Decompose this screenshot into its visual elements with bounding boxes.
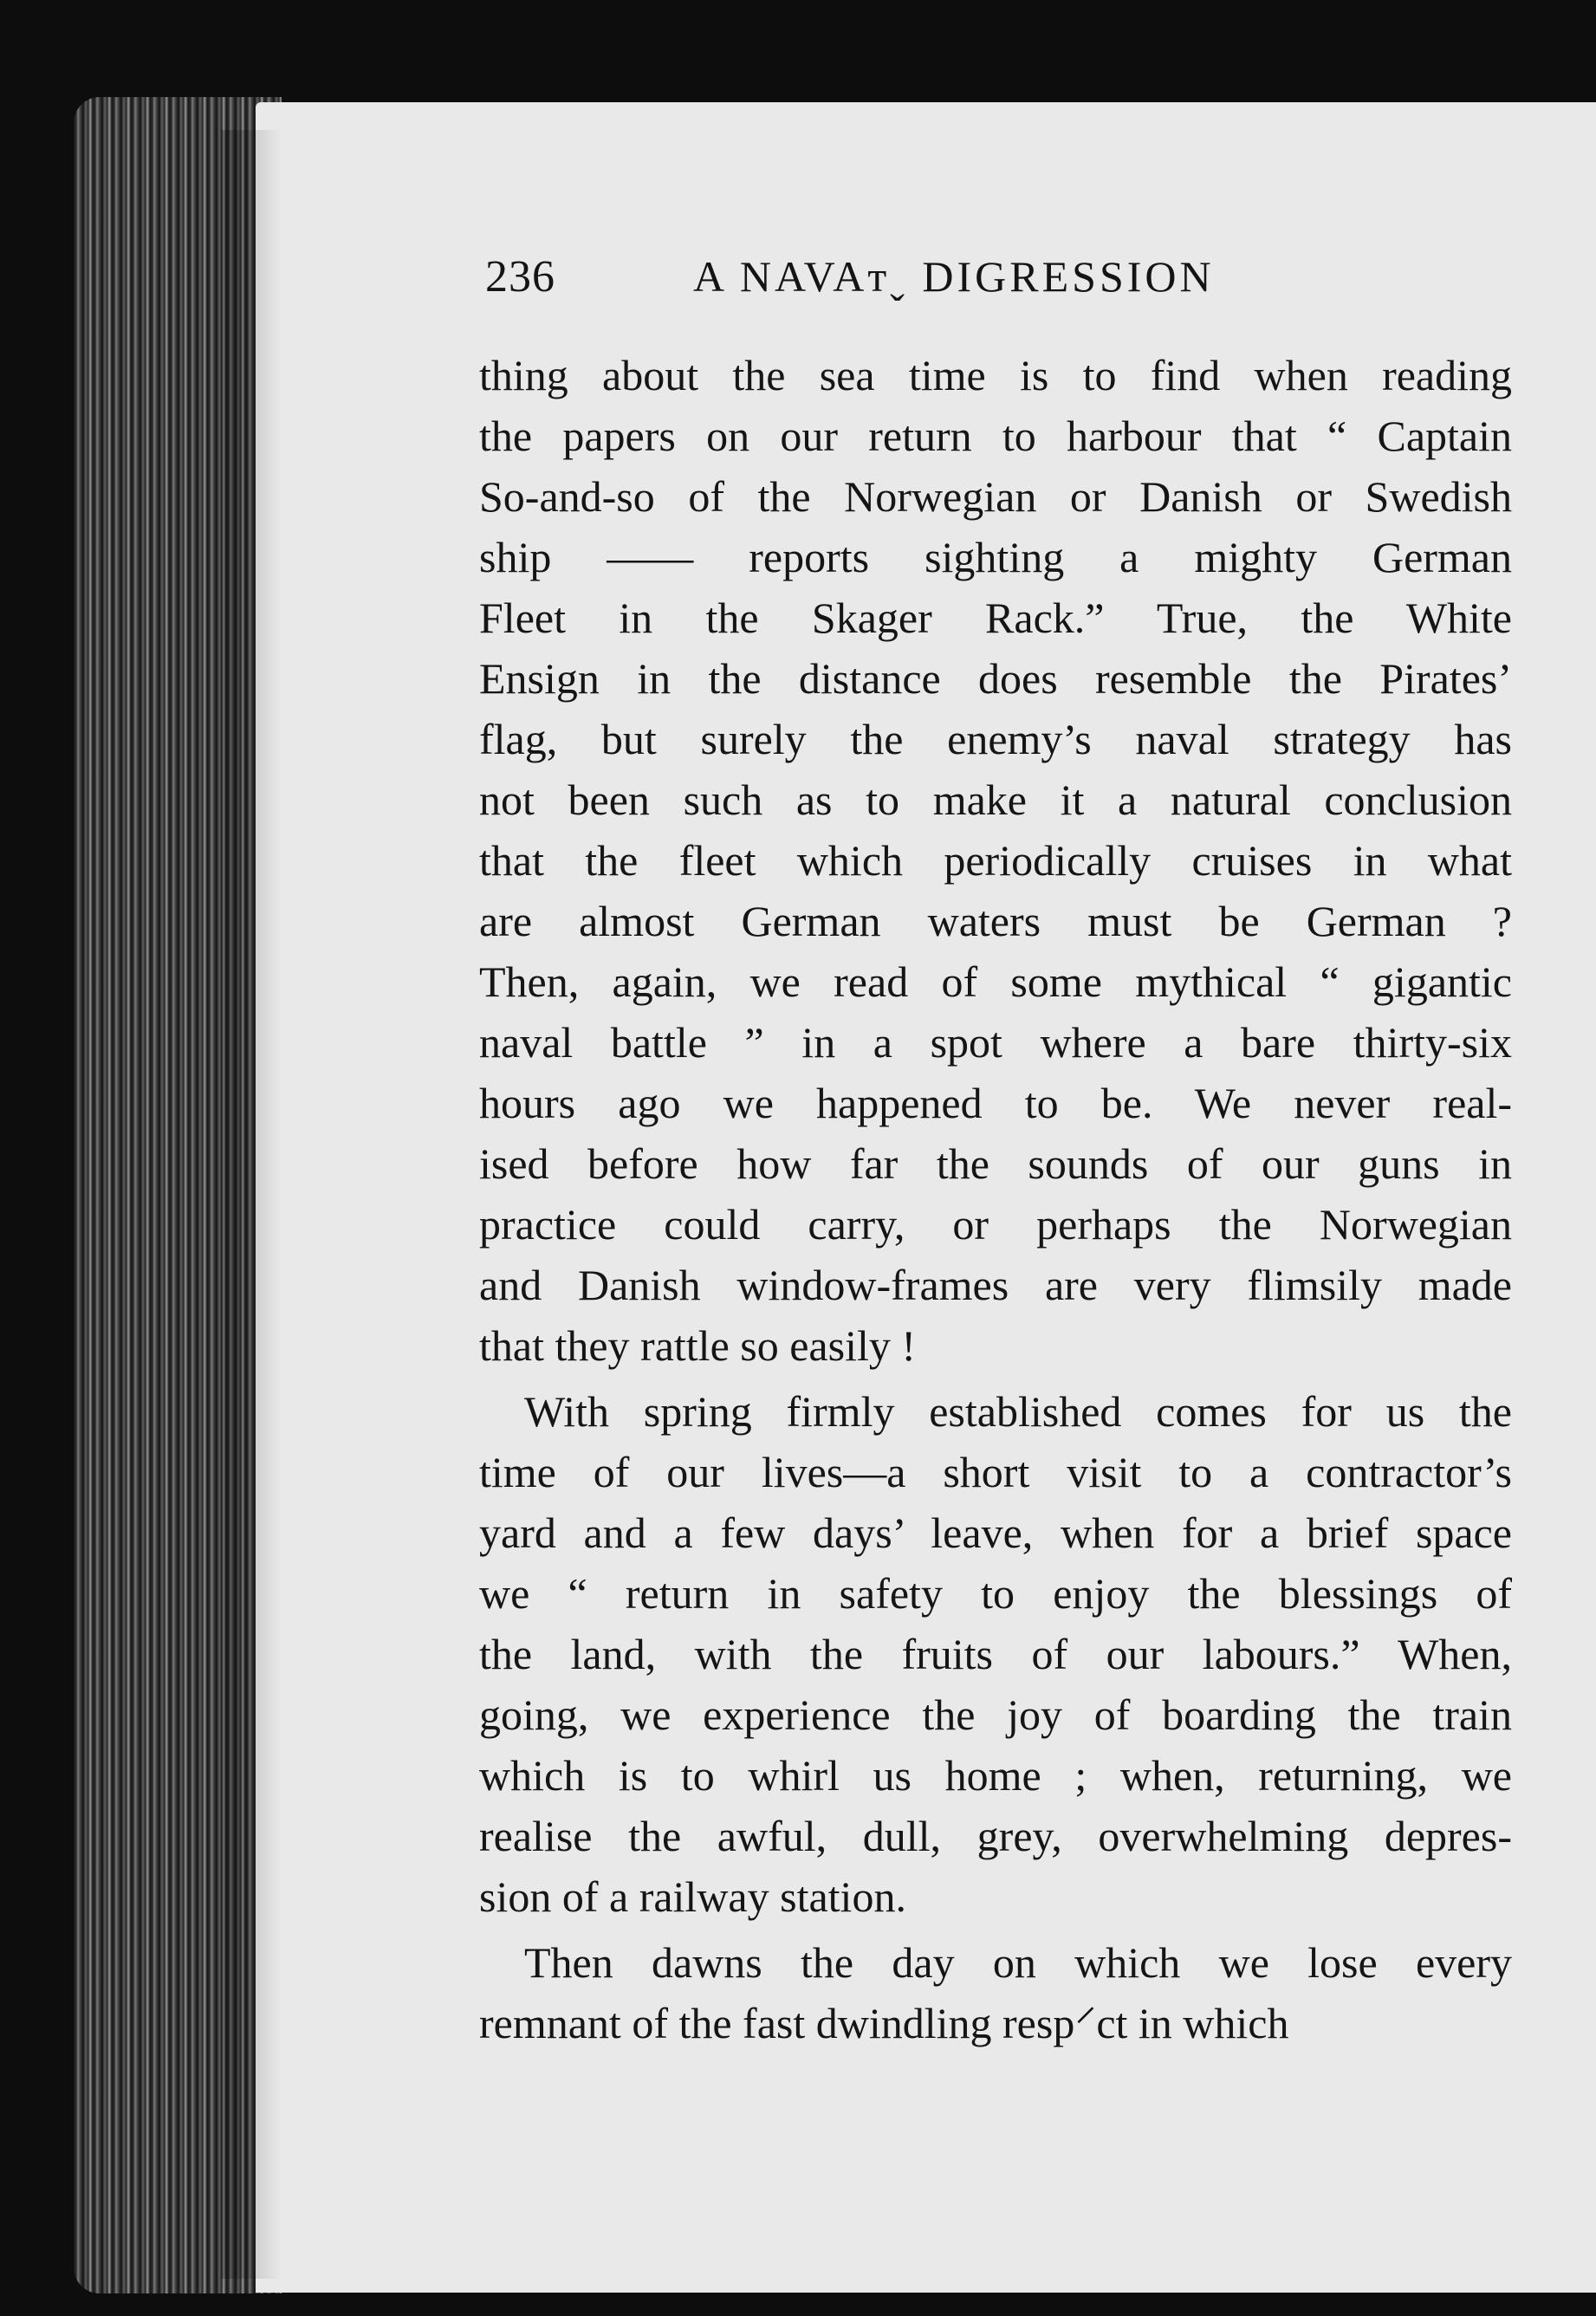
text-line: are almost German waters must be German ?: [479, 897, 1512, 945]
text-line: which is to whirl us home ; when, returning, we: [479, 1751, 1512, 1800]
text-line: we “ return in safety to enjoy the blessings of: [479, 1569, 1512, 1618]
body-text: [479, 345, 1512, 2053]
text-line: yard and a few days’ leave, when for a brief space: [479, 1508, 1512, 1557]
text-line: thing about the sea time is to find when reading: [479, 351, 1512, 399]
paragraph: [479, 345, 1512, 1376]
paragraph: [479, 1932, 1512, 2053]
chapter-title: A NAVAᴛˬ DIGRESSION: [693, 252, 1215, 301]
text-line: Then, again, we read of some mythical “ gigantic: [479, 957, 1512, 1006]
paragraph: [479, 1381, 1512, 1927]
page-number: 236: [485, 252, 555, 302]
text-line: ised before how far the sounds of our guns in: [479, 1139, 1512, 1188]
text-line: practice could carry, or perhaps the Norwegian: [479, 1200, 1512, 1249]
text-line: sion of a railway station.: [479, 1872, 906, 1921]
text-line: that the fleet which periodically cruises in what: [479, 836, 1512, 885]
text-line: Fleet in the Skager Rack.” True, the White: [479, 594, 1512, 642]
text-line: Ensign in the distance does resemble the Pirates’: [479, 654, 1512, 703]
running-head: [485, 251, 1352, 312]
text-line: not been such as to make it a natural conclusion: [479, 775, 1512, 824]
text-line: going, we experience the joy of boarding the train: [479, 1690, 1512, 1739]
text-line: and Danish window-frames are very flimsily made: [479, 1261, 1512, 1309]
text-line: realise the awful, dull, grey, overwhelming depres-: [479, 1812, 1512, 1860]
text-line: remnant of the fast dwindling resp⸍ct in which: [479, 1999, 1289, 2047]
text-line: time of our lives—a short visit to a contractor’s: [479, 1448, 1512, 1496]
page-gutter-shadow: [221, 130, 282, 2279]
text-line: flag, but surely the enemy’s naval strategy has: [479, 715, 1512, 763]
text-line: So-and-so of the Norwegian or Danish or Swedish: [479, 472, 1512, 521]
text-line: hours ago we happened to be. We never real-: [479, 1079, 1512, 1127]
text-line: the land, with the fruits of our labours.” When,: [479, 1630, 1512, 1678]
text-line: the papers on our return to harbour that “ Captain: [479, 412, 1512, 460]
text-line: that they rattle so easily !: [479, 1321, 917, 1370]
text-line: ship —— reports sighting a mighty German: [479, 533, 1512, 581]
text-line: With spring firmly established comes for us the: [524, 1387, 1512, 1436]
text-line: naval battle ” in a spot where a bare thirty-six: [479, 1018, 1512, 1067]
text-line: Then dawns the day on which we lose every: [524, 1938, 1512, 1987]
